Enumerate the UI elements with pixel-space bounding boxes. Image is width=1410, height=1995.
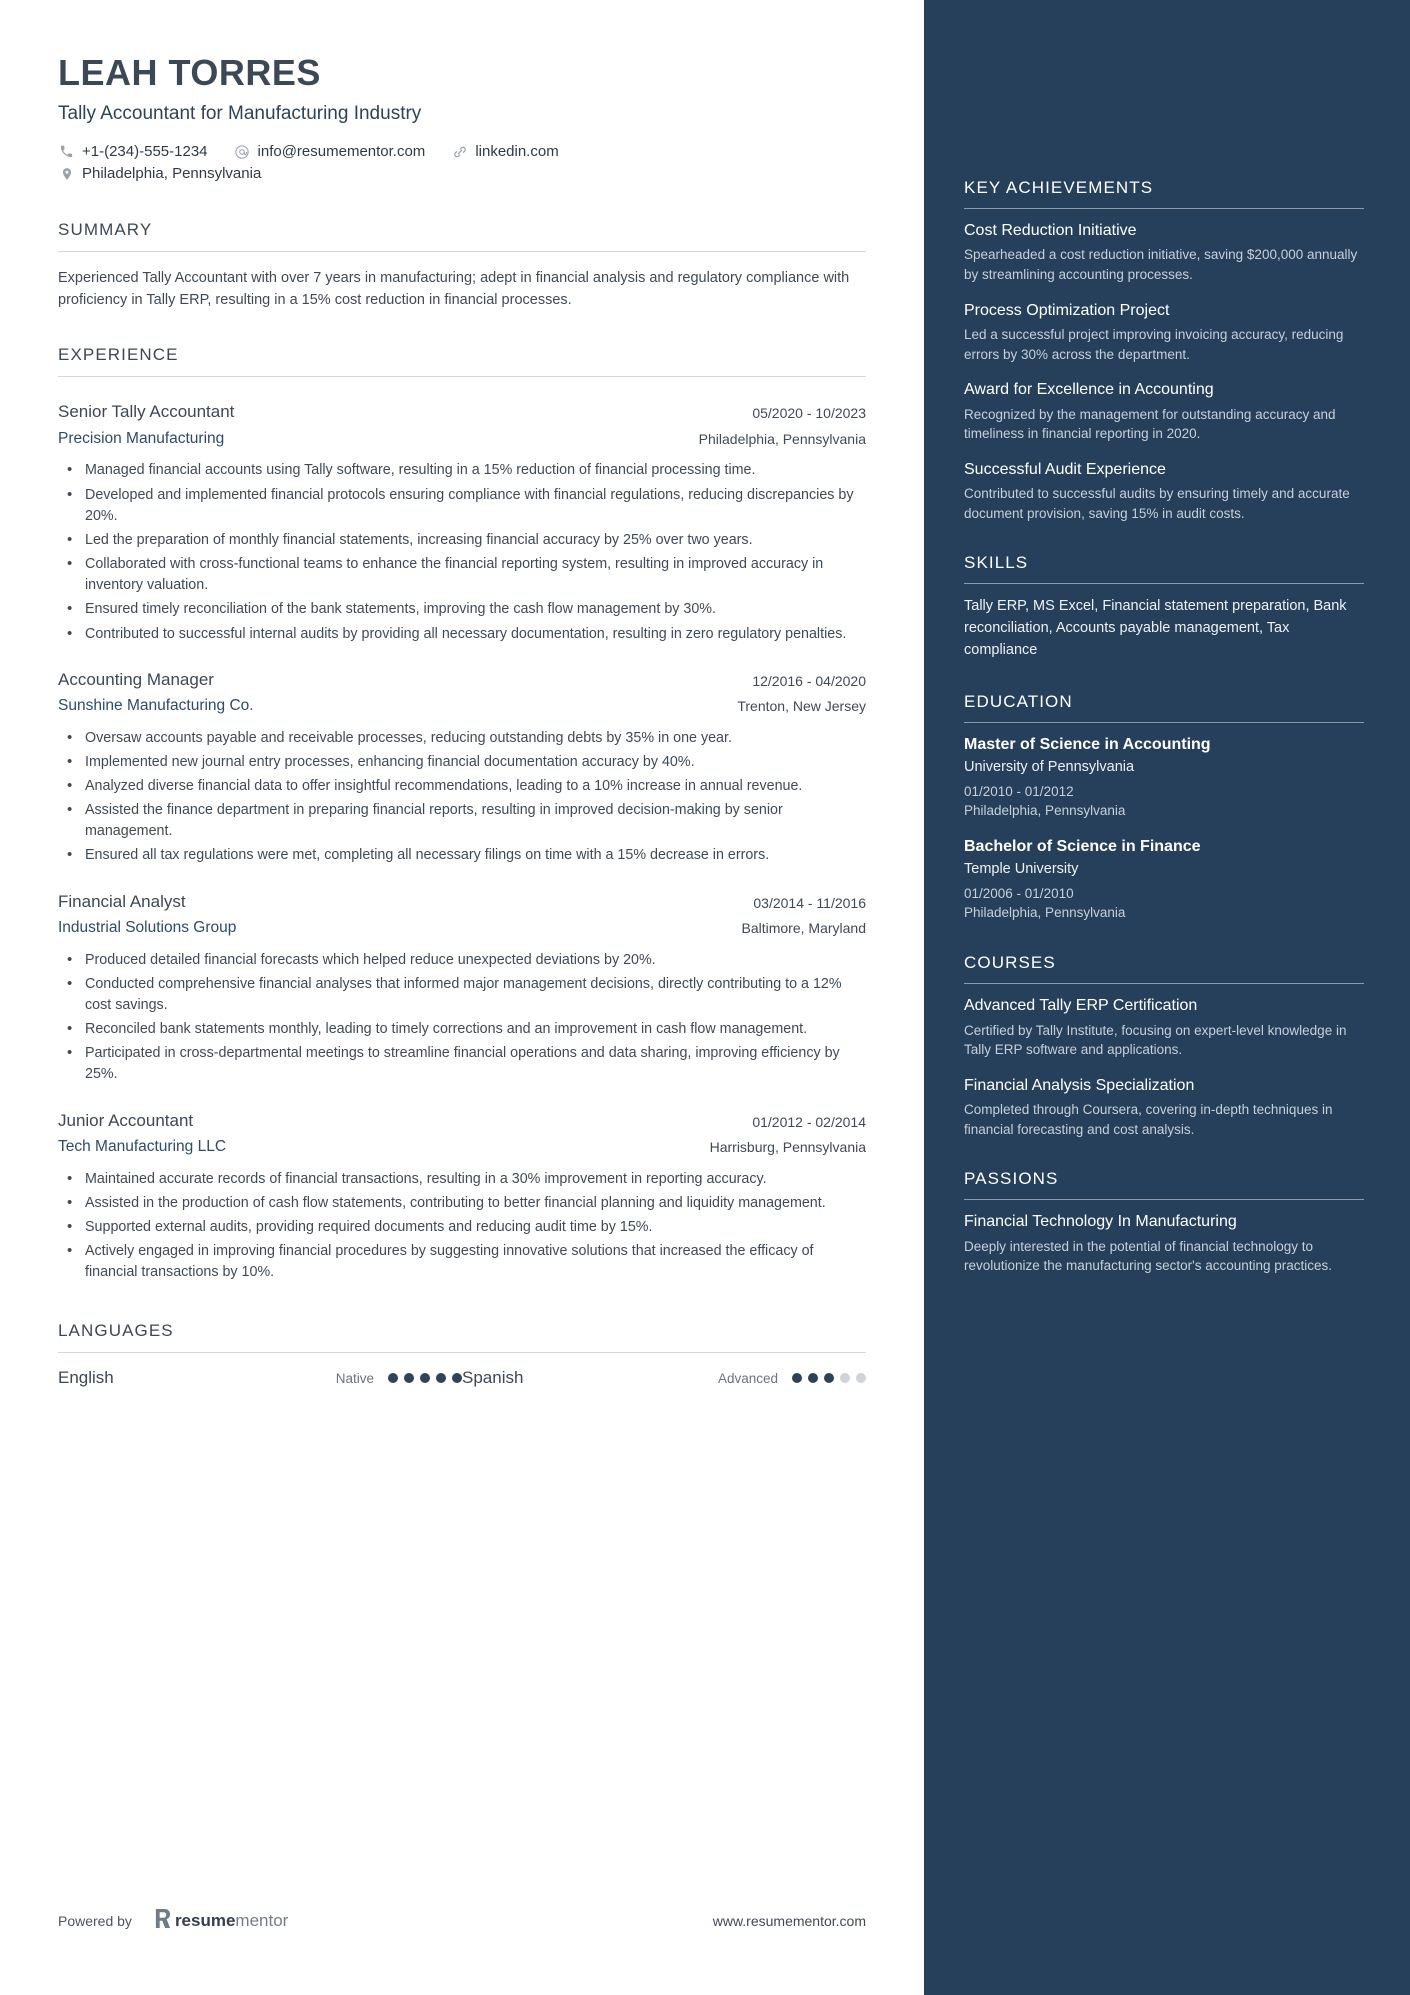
course-item xyxy=(964,1076,1364,1140)
course-text: Completed through Coursera, covering in-depth techniques in financial forecasting and cost analysis. xyxy=(964,1102,1333,1137)
courses-divider xyxy=(964,983,1364,984)
rating-dot-filled xyxy=(420,1373,430,1383)
job-header xyxy=(58,401,866,423)
education-item xyxy=(964,837,1364,923)
job-role: Senior Tally Accountant xyxy=(58,402,235,422)
candidate-headline: Tally Accountant for Manufacturing Industry xyxy=(58,103,422,125)
language-level: Native xyxy=(335,1370,374,1386)
education-degree: Bachelor of Science in Finance xyxy=(964,837,1201,855)
achievement-title: Cost Reduction Initiative xyxy=(964,222,1137,239)
job-location: Baltimore, Maryland xyxy=(741,919,866,936)
brand-name-strong: resume xyxy=(174,1911,236,1930)
sidebar xyxy=(924,0,1410,1995)
job-bullet: • Led the preparation of monthly financial statements, increasing financial accuracy by 25% over two years. xyxy=(58,530,866,551)
rating-dot-filled xyxy=(824,1373,834,1383)
job-bullet: • Assisted the finance department in preparing financial reports, resulting in improved decision-making by senior management. xyxy=(58,800,866,842)
achievement-item xyxy=(964,301,1364,365)
job-bullets xyxy=(58,1169,866,1284)
job-role: Accounting Manager xyxy=(58,669,214,689)
rating-dot-filled xyxy=(388,1373,398,1383)
sidebar-achievements-section xyxy=(964,178,1364,523)
job-bullet: • Participated in cross-departmental meetings to streamline financial operations and data sharing, improving efficiency by 25%. xyxy=(58,1043,866,1085)
job-bullet: • Collaborated with cross-functional teams to enhance the financial reporting system, resulting in improved accuracy in inventory valuation. xyxy=(58,554,866,596)
achievements-title: KEY ACHIEVEMENTS xyxy=(964,178,1154,197)
job-location: Philadelphia, Pennsylvania xyxy=(698,430,866,447)
rating-dot-empty xyxy=(840,1373,850,1383)
contact-location-text: Philadelphia, Pennsylvania xyxy=(82,165,262,183)
contact-line-primary xyxy=(58,143,866,160)
phone-icon xyxy=(58,143,75,160)
job-bullet: • Developed and implemented financial protocols ensuring compliance with financial regulations, reducing discrepancies by 20%. xyxy=(58,485,866,527)
achievement-title: Award for Excellence in Accounting xyxy=(964,381,1214,399)
rating-dot-filled xyxy=(452,1373,462,1383)
achievement-item xyxy=(964,221,1364,285)
rating-dot-filled xyxy=(436,1373,446,1383)
passion-title: Financial Technology In Manufacturing xyxy=(964,1213,1237,1231)
education-location: Philadelphia, Pennsylvania xyxy=(964,802,1126,818)
contact-email[interactable] xyxy=(234,143,426,160)
job-bullet: • Maintained accurate records of financial transactions, resulting in a 30% improvement in reporting accuracy. xyxy=(58,1169,866,1190)
powered-by-label: Powered by xyxy=(58,1913,132,1929)
course-item xyxy=(964,996,1364,1060)
job-bullets xyxy=(58,460,866,644)
candidate-name: LEAH TORRES xyxy=(58,52,321,93)
achievement-title: Successful Audit Experience xyxy=(964,460,1166,478)
summary-divider xyxy=(58,251,866,252)
rating-dot-filled xyxy=(808,1373,818,1383)
course-text: Certified by Tally Institute, focusing on expert-level knowledge in Tally ERP software and applications. xyxy=(964,1022,1347,1058)
language-level: Advanced xyxy=(717,1370,778,1386)
contact-info xyxy=(58,143,866,182)
rating-dot-empty xyxy=(856,1373,866,1383)
experience-section-title: EXPERIENCE xyxy=(58,345,179,365)
languages-divider xyxy=(58,1352,866,1353)
education-title: EDUCATION xyxy=(964,691,1073,711)
footer xyxy=(58,1909,866,1933)
skills-text: Tally ERP, MS Excel, Financial statement preparation, Bank reconciliation, Accounts payable management, Tax compliance xyxy=(964,598,1347,658)
course-title: Financial Analysis Specialization xyxy=(964,1076,1195,1094)
job-dates: 03/2014 - 11/2016 xyxy=(753,894,866,911)
achievement-text: Spearheaded a cost reduction initiative, saving $200,000 annually by streamlining accounting processes. xyxy=(964,247,1358,283)
experience-divider xyxy=(58,376,866,377)
experience-item xyxy=(58,1110,866,1284)
passions-title: PASSIONS xyxy=(964,1169,1059,1189)
language-rating-dots xyxy=(792,1373,866,1383)
job-subheader xyxy=(58,919,866,938)
contact-phone-text: +1-(234)-555-1234 xyxy=(82,143,208,161)
job-bullet: • Conducted comprehensive financial analyses that informed major management decisions, directly contributing to a 12% cost savings. xyxy=(58,974,866,1016)
education-degree: Master of Science in Accounting xyxy=(964,735,1211,753)
sidebar-passions-section xyxy=(964,1169,1364,1276)
job-role: Junior Accountant xyxy=(58,1110,194,1130)
job-company: Industrial Solutions Group xyxy=(58,918,237,936)
job-bullets xyxy=(58,950,866,1086)
education-item xyxy=(964,735,1364,821)
education-divider xyxy=(964,722,1364,723)
education-school: Temple University xyxy=(964,861,1079,878)
languages-row xyxy=(58,1368,866,1388)
summary-section xyxy=(58,220,866,311)
job-bullet: • Actively engaged in improving financial procedures by suggesting innovative solutions that increased the efficacy of financial transactions by 10%. xyxy=(58,1241,866,1283)
brand-name-light: mentor xyxy=(235,1911,289,1930)
summary-section-title: SUMMARY xyxy=(58,220,153,240)
language-rating-dots xyxy=(388,1373,462,1383)
experience-item xyxy=(58,891,866,1086)
contact-linkedin-text: linkedin.com xyxy=(475,143,559,161)
job-bullet: • Analyzed diverse financial data to offer insightful recommendations, leading to a 10% increase in annual revenue. xyxy=(58,776,866,797)
job-subheader xyxy=(58,1138,866,1157)
sidebar-courses-section xyxy=(964,953,1364,1139)
experience-item xyxy=(58,401,866,644)
contact-linkedin[interactable] xyxy=(451,143,558,160)
contact-location xyxy=(58,165,261,182)
language-name: Spanish xyxy=(462,1368,524,1388)
job-company: Tech Manufacturing LLC xyxy=(58,1137,227,1155)
link-icon xyxy=(451,143,468,160)
job-bullet: • Supported external audits, providing required documents and reducing audit time by 15%. xyxy=(58,1217,866,1238)
achievement-text: Recognized by the management for outstanding accuracy and timeliness in financial reporting in 2020. xyxy=(964,406,1336,442)
sidebar-skills-section xyxy=(964,553,1364,661)
achievement-text: Led a successful project improving invoicing accuracy, reducing errors by 30% across the department. xyxy=(964,327,1344,362)
passion-text: Deeply interested in the potential of financial technology to revolutionize the manufacturing sector's accounting practices. xyxy=(964,1238,1333,1274)
summary-text: Experienced Tally Accountant with over 7 years in manufacturing; adept in financial analysis and regulatory compliance with proficiency in Tally ERP, resulting in a 15% cost reduction in financial processes. xyxy=(58,270,850,309)
education-dates: 01/2010 - 01/2012 xyxy=(964,784,1074,800)
education-school: University of Pennsylvania xyxy=(964,759,1135,776)
contact-line-location xyxy=(58,165,866,182)
job-bullet: • Managed financial accounts using Tally software, resulting in a 15% reduction of financial processing time. xyxy=(58,460,866,481)
language-name: English xyxy=(58,1368,114,1388)
job-subheader xyxy=(58,430,866,449)
job-bullet: • Assisted in the production of cash flow statements, contributing to better financial planning and liquidity management. xyxy=(58,1193,866,1214)
achievements-divider xyxy=(964,208,1364,209)
powered-by-block xyxy=(58,1909,288,1933)
job-dates: 01/2012 - 02/2014 xyxy=(752,1113,866,1130)
job-company: Precision Manufacturing xyxy=(58,429,225,447)
job-bullets xyxy=(58,728,866,867)
job-bullet: • Reconciled bank statements monthly, leading to timely corrections and an improvement in cash flow management. xyxy=(58,1019,866,1040)
language-item-english xyxy=(58,1368,462,1388)
job-bullet: • Ensured all tax regulations were met, completing all necessary filings on time with a 15% decrease in errors. xyxy=(58,845,866,866)
rating-dot-filled xyxy=(404,1373,414,1383)
job-bullet: • Ensured timely reconciliation of the bank statements, improving the cash flow management by 30%. xyxy=(58,599,866,620)
job-location: Trenton, New Jersey xyxy=(737,697,866,714)
languages-section xyxy=(58,1321,866,1388)
passion-item xyxy=(964,1212,1364,1276)
job-location: Harrisburg, Pennsylvania xyxy=(709,1138,866,1155)
job-bullet: • Oversaw accounts payable and receivable processes, reducing outstanding debts by 35% in one year. xyxy=(58,728,866,749)
email-icon xyxy=(234,143,251,160)
job-company: Sunshine Manufacturing Co. xyxy=(58,696,254,714)
job-dates: 12/2016 - 04/2020 xyxy=(752,672,866,689)
education-location: Philadelphia, Pennsylvania xyxy=(964,905,1126,921)
job-header xyxy=(58,1110,866,1132)
achievement-title: Process Optimization Project xyxy=(964,301,1170,319)
experience-item xyxy=(58,669,866,867)
education-dates: 01/2006 - 01/2010 xyxy=(964,886,1074,902)
job-header xyxy=(58,891,866,913)
skills-title: SKILLS xyxy=(964,553,1029,573)
skills-divider xyxy=(964,583,1364,584)
achievement-text: Contributed to successful audits by ensuring timely and accurate document provision, saving 15% in audit costs. xyxy=(964,486,1350,521)
course-title: Advanced Tally ERP Certification xyxy=(964,997,1198,1015)
passions-divider xyxy=(964,1199,1364,1200)
contact-phone[interactable] xyxy=(58,143,208,160)
job-role: Financial Analyst xyxy=(58,891,186,911)
website-url[interactable]: www.resumementor.com xyxy=(712,1913,866,1929)
job-bullet: • Produced detailed financial forecasts which helped reduce unexpected deviations by 20%. xyxy=(58,950,866,971)
sidebar-education-section xyxy=(964,692,1364,924)
location-pin-icon xyxy=(58,165,75,182)
resumementor-mark-icon xyxy=(154,1909,171,1933)
job-dates: 05/2020 - 10/2023 xyxy=(752,405,866,422)
job-subheader xyxy=(58,697,866,716)
courses-title: COURSES xyxy=(964,953,1056,973)
language-item-spanish xyxy=(462,1368,866,1388)
languages-section-title: LANGUAGES xyxy=(58,1321,174,1341)
experience-section xyxy=(58,345,866,1283)
achievement-item xyxy=(964,380,1364,444)
job-bullet: • Implemented new journal entry processes, enhancing financial documentation accuracy by 40%. xyxy=(58,752,866,773)
job-bullet: • Contributed to successful internal audits by providing all necessary documentation, resulting in zero regulatory penalties. xyxy=(58,624,866,645)
resumementor-logo[interactable] xyxy=(154,1909,288,1933)
job-header xyxy=(58,669,866,691)
rating-dot-filled xyxy=(792,1373,802,1383)
achievement-item xyxy=(964,460,1364,524)
contact-email-text: info@resumementor.com xyxy=(257,143,426,161)
